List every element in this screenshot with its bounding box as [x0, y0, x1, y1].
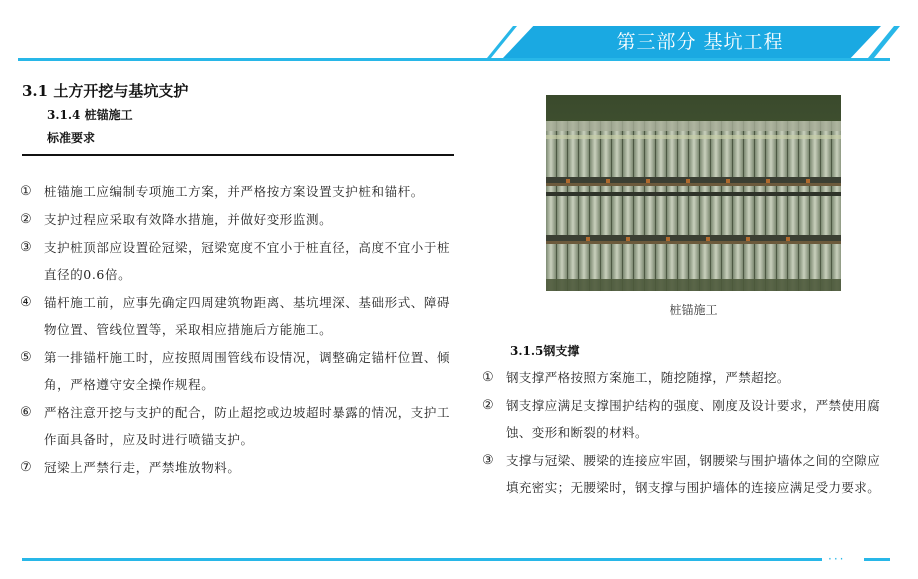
list-item-number: ⑦	[20, 460, 32, 475]
footer-dots: ···	[828, 552, 846, 566]
list-item-text: 支撑与冠梁、腰梁的连接应牢固，钢腰梁与围护墙体之间的空隙应填充密实；无腰梁时，钢支撑与围护墙体的连接应满足受力要求。	[506, 453, 881, 495]
list-item	[20, 454, 460, 481]
steel-support-heading: 3.1.5钢支撑	[510, 344, 580, 358]
list-item	[20, 289, 460, 343]
list-item-text: 钢支撑应满足支撑围护结构的强度、刚度及设计要求，严禁使用腐蚀、变形和断裂的材料。	[506, 398, 881, 440]
list-item-text: 锚杆施工前，应事先确定四周建筑物距离、基坑埋深、基础形式、障碍物位置、管线位置等，采取相应措施后方能施工。	[44, 295, 451, 337]
list-item	[20, 344, 460, 398]
list-item	[20, 178, 460, 205]
list-item	[482, 447, 882, 501]
pile-anchor-photo	[546, 95, 841, 291]
list-item-text: 支护过程应采取有效降水措施，并做好变形监测。	[44, 212, 333, 227]
list-item-number: ②	[20, 212, 32, 227]
section-heading: 3.1 土方开挖与基坑支护	[22, 82, 189, 100]
list-item-number: ③	[20, 240, 32, 255]
page-title: 第三部分 基坑工程	[616, 31, 784, 53]
list-item-number: ②	[482, 398, 494, 413]
requirements-label: 标准要求	[47, 131, 96, 145]
photo-caption: 桩锚施工	[669, 303, 718, 317]
list-item-number: ①	[20, 184, 32, 199]
list-item-number: ⑤	[20, 350, 32, 365]
left-requirements-list	[20, 178, 460, 482]
list-item-number: ③	[482, 453, 494, 468]
list-item-number: ④	[20, 295, 32, 310]
banner-slash-right-icon	[860, 26, 900, 58]
list-item-text: 钢支撑严格按照方案施工，随挖随撑，严禁超挖。	[506, 370, 790, 385]
subsection-heading: 3.1.4 桩锚施工	[47, 108, 133, 122]
list-item	[20, 206, 460, 233]
header-rule	[18, 58, 890, 61]
list-item	[482, 392, 882, 446]
list-item-number: ①	[482, 370, 494, 385]
list-item-text: 严格注意开挖与支护的配合，防止超挖或边坡超时暴露的情况，支护工作面具备时，应及时进行喷锚支护。	[44, 405, 451, 447]
footer-rule	[22, 558, 822, 561]
list-item	[20, 234, 460, 288]
list-item-text: 冠梁上严禁行走，严禁堆放物料。	[44, 460, 241, 475]
list-item	[482, 364, 882, 391]
list-item-text: 桩锚施工应编制专项施工方案，并严格按方案设置支护桩和锚杆。	[44, 184, 424, 199]
footer-rule-end	[864, 558, 890, 561]
heading-divider	[22, 154, 454, 156]
list-item-text: 第一排锚杆施工时，应按照周围管线布设情况，调整确定锚杆位置、倾角，严格遵守安全操作规程。	[44, 350, 451, 392]
list-item	[20, 399, 460, 453]
list-item-text: 支护桩顶部应设置砼冠梁，冠梁宽度不宜小于桩直径，高度不宜小于桩直径的0.6倍。	[44, 240, 451, 282]
steel-support-list	[482, 364, 882, 502]
list-item-number: ⑥	[20, 405, 32, 420]
